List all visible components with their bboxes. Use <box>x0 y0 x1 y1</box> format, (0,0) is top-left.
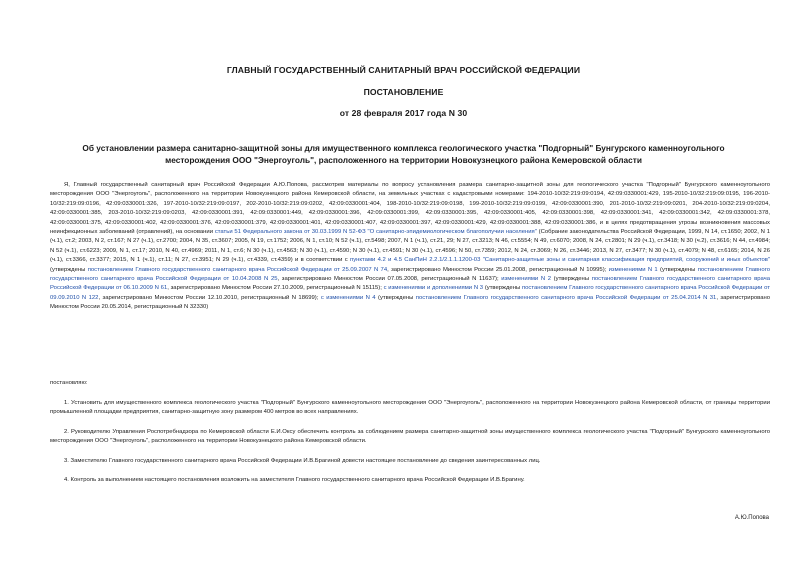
preamble-text: , зарегистрировано Минюстом России 25.01.2008, регистрационный N 10995); <box>387 266 609 273</box>
law-article-link[interactable]: статьи 51 Федерального закона от 30.03.1999 N 52-ФЗ "О санитарно-эпидемиологическом благополучии населения" <box>214 229 537 236</box>
preamble-paragraph <box>50 181 770 313</box>
amendments-2-link[interactable]: изменениями N 2 <box>501 276 552 283</box>
resolution-verb: постановляю: <box>50 380 88 386</box>
resolution-2010-link[interactable]: постановлением Главного государственного санитарного врача Российской Федерации от 09.09.2010 N 122 <box>50 285 771 301</box>
preamble-text: , зарегистрировано Минюстом России 20.05.2014, регистрационный N 32330) <box>50 294 770 311</box>
authority-heading: ГЛАВНЫЙ ГОСУДАРСТВЕННЫЙ САНИТАРНЫЙ ВРАЧ РОССИЙСКОЙ ФЕДЕРАЦИИ <box>226 65 581 75</box>
resolution-item-1: 1. Установить для имущественного комплекса геологического участка "Подгорный" Бунгурского каменноугольного месторождения ООО "Энергоуголь", расположенного на территории Новокузнецкого района Кемеровской области, от границы территории промышленной площадки предприятия, санитарно-защитную зону размером 400 метров во всех направлениях. <box>50 400 770 416</box>
preamble-text: (утверждены <box>551 276 592 283</box>
resolution-item-3: 3. Заместителю Главного государственного санитарного врача Российской Федерации И.В.Брагиной довести настоящее постановление до сведения заинтересованных лиц. <box>64 458 541 464</box>
document-type-heading: ПОСТАНОВЛЕНИЕ <box>363 87 444 97</box>
resolution-item-4: 4. Контроль за выполнением настоящего постановления возложить на заместителя Главного государственного санитарного врача Российской Федерации И.В.Брагину. <box>64 477 525 483</box>
sanpin-clauses-link[interactable]: пунктами 4.2 и 4.5 СанПиН 2.2.1/2.1.1.1200-03 "Санитарно-защитные зоны и санитарная классификация предприятий, сооружений и иных объектов" <box>350 257 770 264</box>
amendments-1-link[interactable]: изменениями N 1 <box>608 266 658 273</box>
preamble-text: (утверждены <box>657 266 698 273</box>
preamble-text: (Собрание законодательства Российской Федерации, 1999, N 14, ст.1650; 2002, N 1 (ч.1), ст.2; 2003, N 2, ст.167; N 27 (ч.1), ст.2700; 2004, N 35, ст.3607; 2005, N 19, ст.1752; 2006, N 1, ст.10; N 52 (ч.1), ст.5498; 2007, N 1 (ч.1), ст.21, 29; N 27, ст.3213; N 46, ст.5554; N 49, ст.6070; 2008, N 24, ст.2801; N 29 (ч.1), ст.3418; N 30 (ч.2), ст.3616; N 44, ст.4984; N 52 (ч.1), ст.6223; 2009, N 1, ст.17; 2010, N 40, ст.4969; 2011, N 1, ст.6; N 30 (ч.1), ст.4563; N 30 (ч.1), ст.4590; N 30 (ч.1), ст.4591; N 30 (ч.1), ст.4596; N 50, ст.7359; 2012, N 24, ст.3069; N 26, ст.3446; 2013, N 27, ст.3477; N 30 (ч.1), ст.4079; N 48, ст.6165; 2014, N 26 (ч.1), ст.3366, ст.3377; 2015, N 1 (ч.1), ст.11; N 27, ст.3951; N 29 (ч.1), ст.4339, ст.4359) и в соответствии с <box>50 229 770 264</box>
resolution-2009-link[interactable]: постановлением Главного государственного санитарного врача Российской Федерации от 06.10.2009 N 61 <box>50 276 771 292</box>
amendments-3-link[interactable]: с изменениями и дополнениями N 3 <box>383 285 484 292</box>
preamble-text: , зарегистрировано Минюстом России 07.05.2008, регистрационный N 11637); <box>277 276 502 283</box>
resolution-2014-link[interactable]: постановлением Главного государственного санитарного врача Российской Федерации от 25.04.2014 N 31 <box>415 294 717 301</box>
resolution-2007-link[interactable]: постановлением Главного государственного санитарного врача Российской Федерации от 25.09.2007 N 74 <box>87 266 388 273</box>
signature-name: А.Ю.Попова <box>734 515 769 521</box>
amendments-4-link[interactable]: с изменениями N 4 <box>320 294 376 301</box>
preamble-text: , зарегистрировано Минюстом России 12.10.2010, регистрационный N 18699); <box>98 294 321 301</box>
preamble-text: (утверждены <box>483 285 522 292</box>
preamble-text: Я, Главный государственный санитарный врач Российской Федерации А.Ю.Попова, рассмотрев материалы по вопросу установления размера санитарно-защитной зоны для геологического участка "Подгорный" Бунгурского каменноугольного месторождения ООО "Энергоуголь", расположенного на территории Новокузнецкого района Кемеровской области, на земельных участках с кадастровыми номерами: 194-2010-10/32:219:09:0194, 42:09:0330001:429, 195-2010-10/32:219:09:0195, 196-2010-10/32:219:09:0196, 42:09:0330001:326, 197-2010-10/32:219:09:0197, 202-2010-10/32:219:09:0202, 42:09:0330001:404, 198-2010-10/32:219:09:0198, 199-2010-10/32:219:09:0199, 42:09:0330001:390, 201-2010-10/32:219:09:0201, 204-2010-10/32:219:09:0204, 42:09:0330001:385, 203-2010-10/32:219:09:0203, 42:09:0330001:391, 42:09:0330001:449, 42:09:0330001:396, 42:09:0330001:399, 42:09:0330001:395, 42:09:0330001:405, 42:09:0330001:398, 42:09:0330001:341, 42:09:0330001:342, 42:09:0330001:378, 42:09:0330001:375, 42:09:0330001:402, 42:09:0330001:376, 42:09:0330001:379, 42:09:0330001:401, 42:09:0330001:407, 42:09:0330001:397, 42:09:0330001:429, 42:09:0330001:388, 42:09:0330001:386, и в целях предотвращения угрозы возникновения массовых неинфекционных заболеваний (отравлений), на основании <box>50 182 770 236</box>
preamble-text: , зарегистрировано Минюстом России 27.10.2009, регистрационный N 15115); <box>167 285 384 292</box>
resolution-2008-link[interactable]: постановлением Главного государственного санитарного врача Российской Федерации от 10.04.2008 N 25 <box>50 266 770 283</box>
document-date-number: от 28 февраля 2017 года N 30 <box>339 108 468 118</box>
preamble-text: (утверждены <box>50 266 88 273</box>
preamble-text: (утверждены <box>375 294 416 301</box>
resolution-item-2: 2. Руководителю Управления Роспотребнадзора по Кемеровской области Е.И.Оксу обеспечить контроль за соблюдением размера санитарно-защитной зоны имущественного комплекса геологического участка "Подгорный" Бунгурского каменноугольного месторождения ООО "Энергоуголь", расположенного на территории Новокузнецкого района Кемеровской области. <box>50 429 770 445</box>
document-title: Об установлении размера санитарно-защитной зоны для имущественного комплекса геологического участка "Подгорный" Бунгурского каменноугольного месторождения ООО "Энергоуголь", расположенного на территории Новокузнецкого района Кемеровской области <box>82 143 725 165</box>
